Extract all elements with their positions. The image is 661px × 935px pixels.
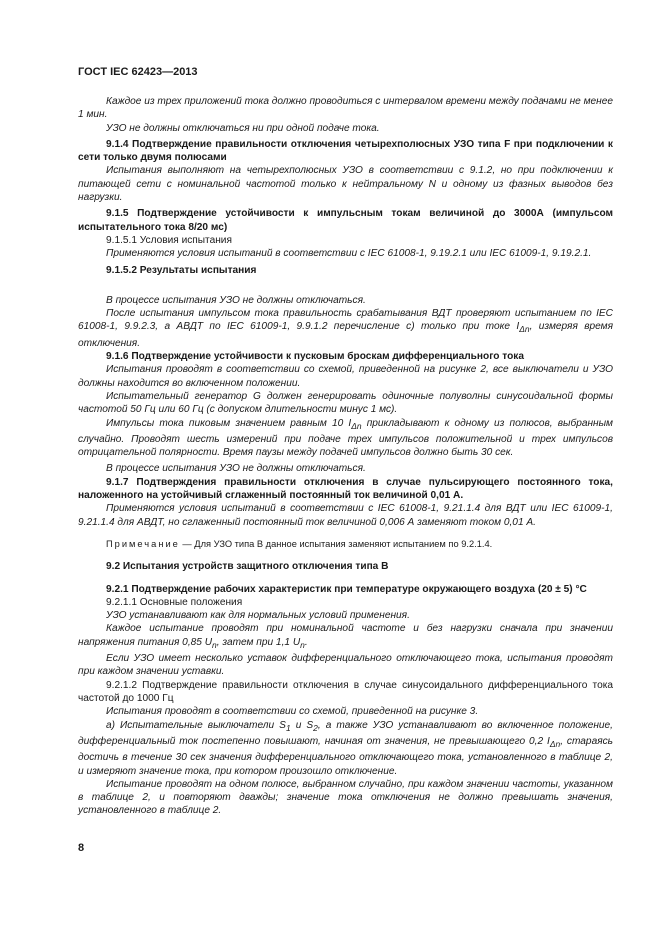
- paragraph: [78, 417, 613, 460]
- text-run: Каждое испытание проводят при номинальной частоте и без нагрузки сначала при значении напряжения питания 0,85 U: [78, 623, 613, 648]
- paragraph: [78, 622, 613, 652]
- paragraph: Испытательный генератор G должен генерировать одиночные полуволны синусоидальной формы частотой 50 Гц или 60 Гц (с допуском длительности минус 1 мс).: [78, 390, 613, 416]
- section-heading: 9.1.5 Подтверждение устойчивости к импульсным токам величиной до 3000А (импульсом испытательного тока 8/20 мс): [78, 208, 613, 233]
- document-body: [78, 95, 613, 818]
- subsection-heading: 9.2.1.2 Подтверждение правильности отключения в случае синусоидального дифференциального тока частотой до 1000 Гц: [78, 679, 613, 704]
- note-text: — Для УЗО типа В данное испытания заменяют испытанием по 9.2.1.4.: [179, 538, 493, 549]
- paragraph: Применяются условия испытаний в соответствии с IEC 61008-1, 9.21.1.4 для ВДТ или IEC 61009-1, 9.21.1.4 для АВДТ, но сглаженный постоянный ток величиной 0,006 А заменяют током 0,01 А.: [78, 503, 613, 528]
- subscript: Δn: [549, 738, 561, 749]
- text-run: , измеряя время отключения.: [78, 321, 613, 349]
- section-heading: 9.1.7 Подтверждения правильности отключения в случае пульсирующего постоянного тока, наложенного на устойчивый сглаженный постоянный ток величиной 0,01 А.: [78, 476, 613, 502]
- paragraph: В процессе испытания УЗО не должны отключаться.: [106, 463, 366, 475]
- paragraph: В процессе испытания УЗО не должны отключаться.: [106, 294, 366, 306]
- note-label: Примечание: [106, 538, 180, 549]
- text-run: .: [304, 636, 308, 648]
- note: [78, 538, 613, 551]
- paragraph: [78, 307, 613, 350]
- paragraph: [78, 719, 613, 778]
- paragraph: Если УЗО имеет несколько уставок дифференциального отключающего тока, испытания проводят при каждом значении уставки.: [78, 653, 613, 678]
- paragraph: Испытания проводят в соответствии со схемой, приведенной на рисунке 2, все выключатели и УЗО должны находится во включенном положении.: [78, 364, 613, 389]
- subsection-heading: 9.1.5.1 Условия испытания: [106, 234, 232, 246]
- subscript: 1: [285, 722, 291, 733]
- subsection-heading: 9.2.1.1 Основные положения: [106, 596, 243, 608]
- section-heading: 9.2.1 Подтверждение рабочих характеристик при температуре окружающего воздуха (20 ± 5) °С: [106, 583, 587, 595]
- paragraph: Применяются условия испытаний в соответствии с IEC 61008-1, 9.19.2.1 или IEC 61009-1, 9.19.2.1.: [106, 248, 592, 260]
- text-run: , стараясь достичь в течение 30 сек значения дифференциального отключающего тока, установленного в таблице 2, и измеряют значение тока, при котором произошло отключение.: [78, 735, 613, 777]
- text-run: После испытания импульсом тока правильность срабатывания ВДТ проверяют испытанием по IEC 61008-1, 9.9.2.3, а АВДТ по IEC 61009-1, 9.9.1.2 перечисление с) только при токе I: [78, 308, 613, 333]
- paragraph: УЗО не должны отключаться ни при одной подаче тока.: [106, 122, 380, 134]
- text-run: прикладывают к одному из полюсов, выбранным случайно. Проводят шесть измерений при подаче трех импульсов положительной и трех импульсов отрицательной полярности. Время паузы между подачей импульсов должно быть 30 сек.: [78, 417, 614, 459]
- subscript: n: [300, 639, 305, 650]
- text-run: и S: [290, 719, 314, 731]
- subscript: 2: [313, 722, 318, 733]
- text-run: , а также УЗО устанавливают во включенное положение, дифференциальный ток постепенно повышают, начиная от значения, не превышающего 0,2 I: [78, 719, 613, 747]
- paragraph: УЗО устанавливают как для нормальных условий применения.: [106, 610, 410, 622]
- text-run: а) Испытательные выключатели S: [106, 719, 286, 731]
- page-number: 8: [78, 842, 85, 854]
- subscript: n: [212, 639, 217, 650]
- section-heading: 9.1.6 Подтверждение устойчивости к пусковым броскам дифференциального тока: [106, 351, 524, 363]
- subscript: Δn: [519, 324, 530, 335]
- text-run: , затем при 1,1 U: [216, 636, 301, 648]
- subsection-heading: 9.1.5.2 Результаты испытания: [106, 264, 257, 276]
- section-heading: 9.2 Испытания устройств защитного отключения типа В: [106, 561, 389, 573]
- text-run: Импульсы тока пиковым значением равным 10 I: [106, 417, 352, 429]
- document-header: ГОСТ IEC 62423—2013: [78, 66, 198, 78]
- paragraph: Испытания выполняют на четырехполюсных УЗО в соответствии с 9.1.2, но при подключении к питающей сети с номинальной частотой только к нейтральному N и одному из фазных выводов без нагрузки.: [78, 165, 613, 204]
- paragraph: Испытание проводят на одном полюсе, выбранном случайно, при каждом значении частоты, указанном в таблице 2, и повторяют дважды; значение тока отключения не должно превышать значения, установленного в таблице 2.: [78, 778, 613, 817]
- paragraph: Каждое из трех приложений тока должно проводиться с интервалом времени между подачами не менее 1 мин.: [78, 96, 613, 121]
- section-heading: 9.1.4 Подтверждение правильности отключения четырехполюсных УЗО типа F при подключении к сети только двумя полюсами: [78, 138, 613, 164]
- paragraph: Испытания проводят в соответствии со схемой, приведенной на рисунке 3.: [106, 706, 479, 718]
- subscript: Δn: [351, 420, 362, 431]
